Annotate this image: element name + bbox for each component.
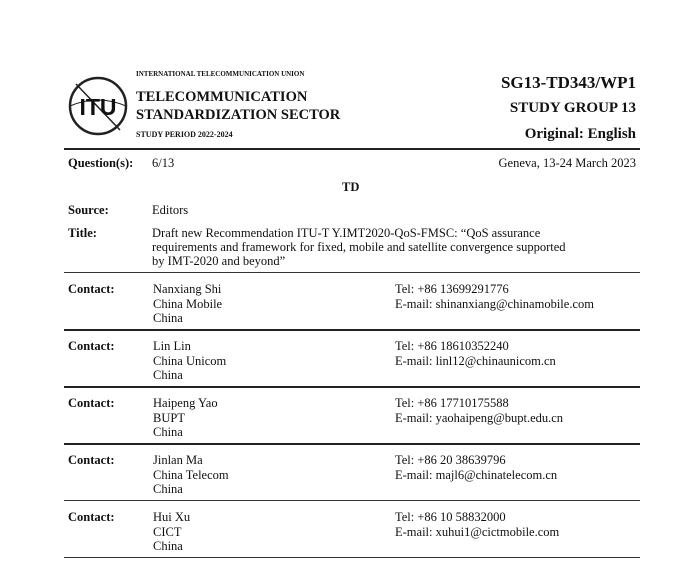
contact-email: E-mail: shinanxiang@chinamobile.com <box>395 296 594 311</box>
contact-tel: Tel: +86 10 58832000 <box>395 510 506 524</box>
contact-email: E-mail: xuhui1@cictmobile.com <box>395 524 560 539</box>
source-label: Source: <box>68 203 109 217</box>
contact-row: Contact: Nanxiang Shi China Mobile China Tel: +86 13699291776 E-mail: shinanxiang@chinamobile.com <box>68 282 594 325</box>
contact-email: E-mail: linl12@chinaunicom.cn <box>395 353 556 368</box>
sector-line2: STANDARDIZATION SECTOR <box>136 107 341 123</box>
contact-row: Contact: Lin Lin China Unicom China Tel: +86 18610352240 E-mail: linl12@chinaunicom.cn <box>68 339 556 382</box>
contact-row: Contact: Haipeng Yao BUPT China Tel: +86 17710175588 E-mail: yaohaipeng@bupt.edu.cn <box>68 396 564 439</box>
doc-number: SG13-TD343/WP1 <box>500 73 636 92</box>
contact-country: China <box>153 539 183 553</box>
sector-line1: TELECOMMUNICATION <box>136 89 308 105</box>
contact-country: China <box>153 482 183 496</box>
contact-name: Haipeng Yao <box>153 396 218 410</box>
contact-org: China Unicom <box>153 353 227 368</box>
contact-org: China Telecom <box>153 467 229 482</box>
place-date: Geneva, 13-24 March 2023 <box>498 156 636 170</box>
contact-name: Nanxiang Shi <box>153 282 222 296</box>
study-group: STUDY GROUP 13 <box>509 100 636 116</box>
contact-country: China <box>153 368 183 382</box>
contact-country: China <box>153 425 183 439</box>
contact-row: Contact: Hui Xu CICT China Tel: +86 10 58832000 E-mail: xuhui1@cictmobile.com <box>68 510 560 553</box>
contact-tel: Tel: +86 17710175588 <box>395 396 509 410</box>
source-value: Editors <box>152 203 189 217</box>
contact-tel: Tel: +86 18610352240 <box>395 339 509 353</box>
study-period: STUDY PERIOD 2022-2024 <box>136 130 233 139</box>
question-value: 6/13 <box>152 156 175 170</box>
contact-email: E-mail: yaohaipeng@bupt.edu.cn <box>395 410 564 425</box>
original-language: Original: English <box>524 126 636 142</box>
divider <box>64 557 640 558</box>
contact-name: Lin Lin <box>153 339 191 353</box>
contact-row: Contact: Jinlan Ma China Telecom China Tel: +86 20 38639796 E-mail: majl6@chinatelecom.cn <box>68 453 558 496</box>
contact-name: Jinlan Ma <box>153 453 203 467</box>
title-value: Draft new Recommendation ITU-T Y.IMT2020-QoS-FMSC: “QoS assurance requirements and framework for fixed, mobile and satellite convergence supported by IMT-2020 and beyond” <box>152 226 566 268</box>
contact-org: China Mobile <box>153 296 223 311</box>
title-label: Title: <box>68 226 97 240</box>
org-name: INTERNATIONAL TELECOMMUNICATION UNION <box>136 70 305 78</box>
contact-country: China <box>153 311 183 325</box>
question-label: Question(s): <box>68 156 134 170</box>
contact-tel: Tel: +86 20 38639796 <box>395 453 506 467</box>
contact-email: E-mail: majl6@chinatelecom.cn <box>395 467 558 482</box>
header-divider <box>64 148 640 150</box>
itu-logo <box>66 74 130 138</box>
contact-org: BUPT <box>153 410 185 425</box>
svg-text:ITU: ITU <box>79 94 117 120</box>
doc-type: TD <box>342 180 360 194</box>
contact-tel: Tel: +86 13699291776 <box>395 282 509 296</box>
contact-name: Hui Xu <box>153 510 191 524</box>
contact-org: CICT <box>153 524 182 539</box>
